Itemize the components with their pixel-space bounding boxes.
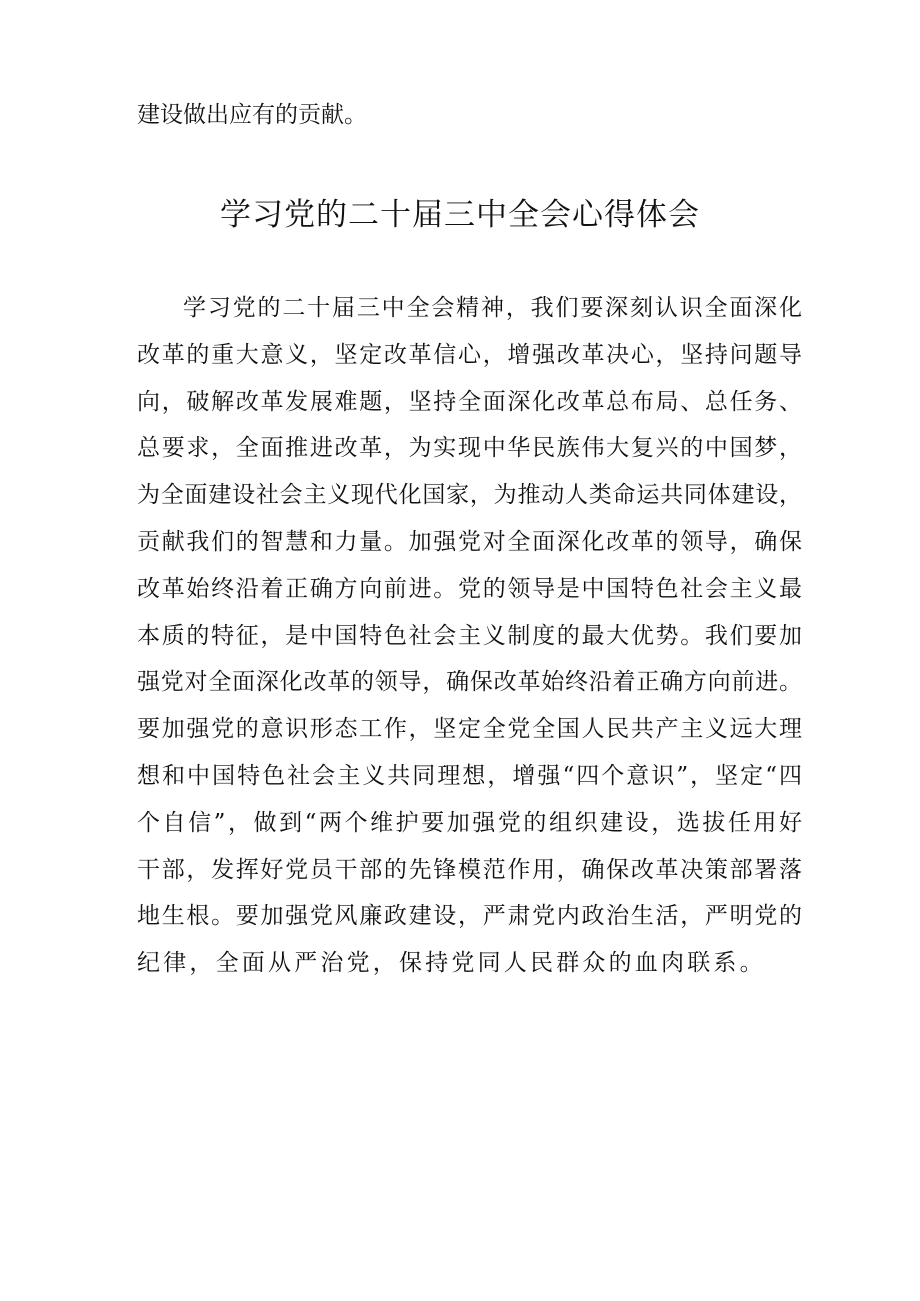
paragraph-line: 个自信”，做到“两个维护要加强党的组织建设，选拔任用好 <box>137 809 802 836</box>
continuation-text: 建设做出应有的贡献。 <box>137 102 367 128</box>
paragraph-line: 强党对全面深化改革的领导，确保改革始终沿着正确方向前进。 <box>137 669 802 696</box>
paragraph-line: 改革的重大意义，坚定改革信心，增强改革决心，坚持问题导 <box>137 341 802 368</box>
paragraph-line: 为全面建设社会主义现代化国家，为推动人类命运共同体建设， <box>137 482 802 509</box>
paragraph-line: 改革始终沿着正确方向前进。党的领导是中国特色社会主义最 <box>137 575 802 602</box>
paragraph-line: 要加强党的意识形态工作，坚定全党全国人民共产主义远大理 <box>137 716 802 743</box>
paragraph-line: 干部，发挥好党员干部的先锋模范作用，确保改革决策部署落 <box>137 856 802 883</box>
paragraph-line: 向，破解改革发展难题，坚持全面深化改革总布局、总任务、 <box>137 388 802 415</box>
paragraph-line: 贡献我们的智慧和力量。加强党对全面深化改革的领导，确保 <box>137 528 802 555</box>
paragraph-line: 地生根。要加强党风廉政建设，严肃党内政治生活，严明党的 <box>137 903 802 930</box>
paragraph-line: 想和中国特色社会主义共同理想，增强“四个意识”，坚定“四 <box>137 762 802 789</box>
paragraph-line: 学习党的二十届三中全会精神，我们要深刻认识全面深化 <box>183 295 802 321</box>
paragraph-line: 总要求，全面推进改革，为实现中华民族伟大复兴的中国梦， <box>137 435 802 462</box>
document-title: 学习党的二十届三中全会心得体会 <box>220 197 700 233</box>
body-paragraph <box>137 285 802 987</box>
paragraph-line: 本质的特征，是中国特色社会主义制度的最大优势。我们要加 <box>137 622 802 649</box>
paragraph-line: 纪律，全面从严治党，保持党同人民群众的血肉联系。 <box>137 950 766 977</box>
